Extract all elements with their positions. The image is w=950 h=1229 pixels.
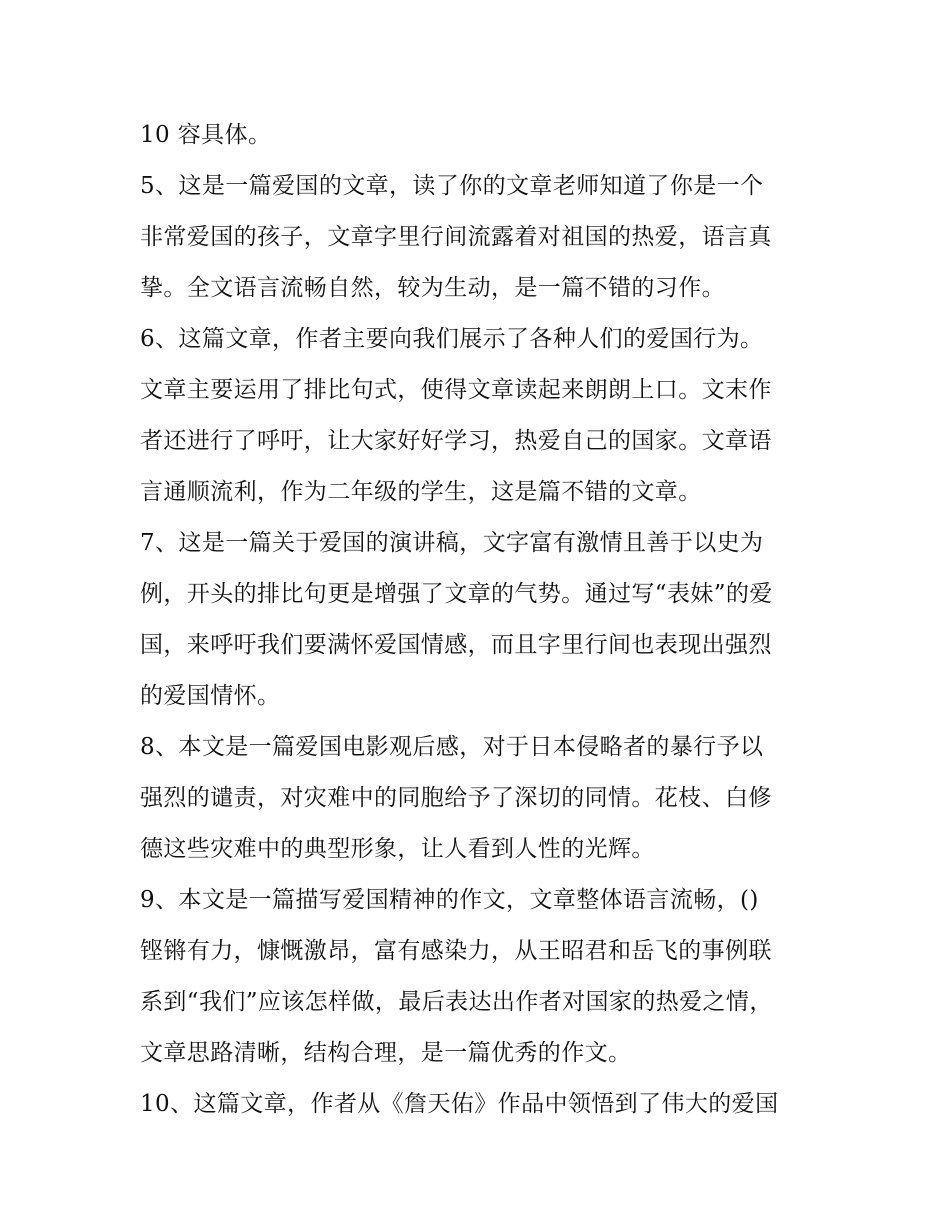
text-line-6: 文章主要运用了排比句式，使得文章读起来朗朗上口。文末作	[140, 377, 772, 403]
text-line-18: 系到“我们”应该怎样做，最后表达出作者对国家的热爱之情，	[140, 989, 773, 1015]
text-line-13: 8、本文是一篇爱国电影观后感，对于日本侵略者的暴行予以	[140, 734, 764, 760]
text-line-16: 9、本文是一篇描写爱国精神的作文，文章整体语言流畅，()	[140, 887, 759, 913]
text-line-9: 7、这是一篇关于爱国的演讲稿，文字富有激情且善于以史为	[140, 530, 764, 556]
text-line-7: 者还进行了呼吁，让大家好好学习，热爱自己的国家。文章语	[140, 428, 772, 454]
text-line-12: 的爱国情怀。	[140, 683, 281, 709]
text-line-1: 10 容具体。	[140, 122, 272, 148]
text-line-8: 言通顺流利，作为二年级的学生，这是篇不错的文章。	[140, 479, 702, 505]
text-line-15: 德这些灾难中的典型形象，让人看到人性的光辉。	[140, 836, 655, 862]
text-line-4: 挚。全文语言流畅自然，较为生动，是一篇不错的习作。	[140, 275, 725, 301]
text-line-10: 例，开头的排比句更是增强了文章的气势。通过写“表妹”的爱	[140, 581, 773, 607]
text-line-11: 国，来呼吁我们要满怀爱国情感，而且字里行间也表现出强烈	[140, 632, 772, 658]
text-line-14: 强烈的谴责，对灾难中的同胞给予了深切的同情。花枝、白修	[140, 785, 772, 811]
text-line-20: 10、这篇文章，作者从《詹天佑》作品中领悟到了伟大的爱国	[140, 1091, 779, 1117]
text-line-3: 非常爱国的孩子，文章字里行间流露着对祖国的热爱，语言真	[140, 224, 772, 250]
text-line-2: 5、这是一篇爱国的文章，读了你的文章老师知道了你是一个	[140, 173, 764, 199]
text-line-17: 铿锵有力，慷慨激昂，富有感染力，从王昭君和岳飞的事例联	[140, 938, 772, 964]
text-line-5: 6、这篇文章，作者主要向我们展示了各种人们的爱国行为。	[140, 326, 764, 352]
text-line-19: 文章思路清晰，结构合理，是一篇优秀的作文。	[140, 1040, 632, 1066]
document-body	[140, 110, 820, 1130]
